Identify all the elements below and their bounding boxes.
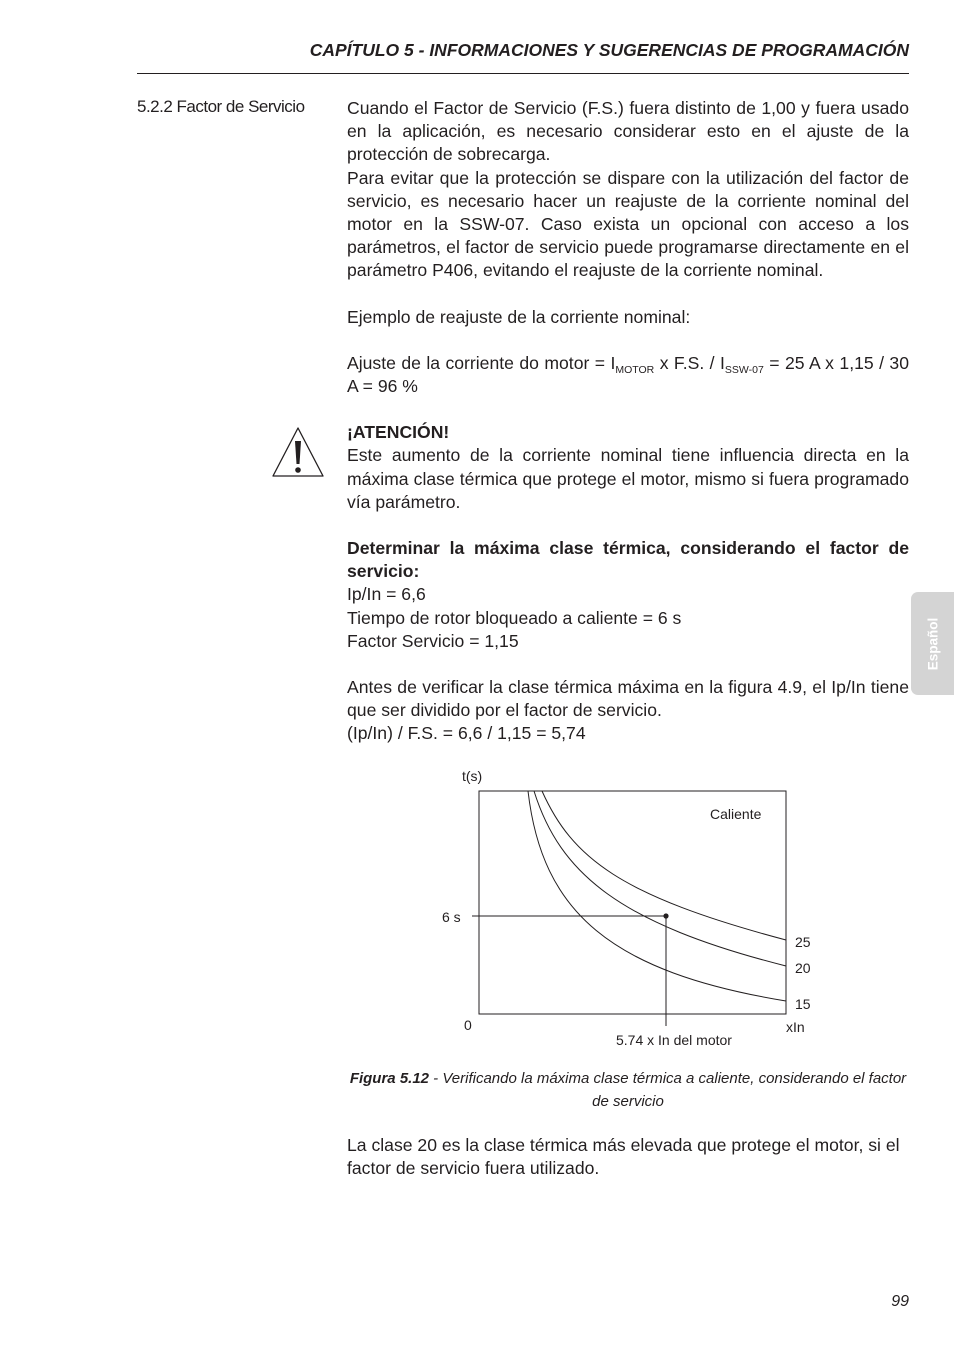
thermal-class-chart — [430, 762, 830, 1057]
series-label-20: 20 — [795, 960, 811, 976]
service-factor-value: Factor Servicio = 1,15 — [347, 630, 519, 651]
attention-text: Este aumento de la corriente nominal tiene influencia directa en la máxima clase térmica que protege el motor, mismo si fuera programado vía parámetro. — [347, 445, 909, 512]
attention-title: ¡ATENCIÓN! — [347, 422, 450, 443]
formula-subscript-ssw07: SSW-07 — [724, 363, 764, 376]
before-verify-text: Antes de verificar la clase térmica máxima en la figura 4.9, el Ip/In tiene que ser dividido por el factor de servicio. — [347, 677, 909, 721]
closing-section — [347, 1134, 909, 1180]
header-divider — [137, 73, 909, 74]
paragraph-intro: Cuando el Factor de Servicio (F.S.) fuera distinto de 1,00 y fuera usado en la aplicación, es necesario considerar esto en el ajuste de la protección de sobrecarga. — [347, 98, 909, 165]
language-tab[interactable] — [911, 592, 954, 695]
closing-paragraph: La clase 20 es la clase térmica más elevada que protege el motor, si el factor de servicio fuera utilizado. — [347, 1135, 900, 1179]
annotation-caliente: Caliente — [710, 806, 762, 822]
example-intro: Ejemplo de reajuste de la corriente nominal: — [347, 306, 691, 327]
series-label-15: 15 — [795, 996, 811, 1012]
main-content — [347, 97, 909, 746]
y-marker-label: 6 s — [442, 909, 461, 925]
y-axis-label: t(s) — [462, 768, 483, 784]
figure-caption — [347, 1067, 909, 1113]
language-tab-label: Español — [925, 617, 940, 670]
curve-class-15 — [528, 791, 786, 1001]
paragraph-avoid-trip: Para evitar que la protección se dispare con la utilización del factor de servicio, es necesario hacer un reajuste de la corriente nominal del motor en la SSW-07. Caso exista un opcional con acceso a los parámetros, el factor de servicio puede programarse directamente en el parámetro P406, evitando el reajuste de la corriente nominal. — [347, 167, 909, 281]
series-label-25: 25 — [795, 934, 811, 950]
locked-rotor-time: Tiempo de rotor bloqueado a caliente = 6 s — [347, 607, 682, 628]
warning-triangle-icon — [270, 425, 326, 479]
caption-figure-number: Figura 5.12 — [349, 1070, 430, 1087]
determine-title: Determinar la máxima clase térmica, considerando el factor de servicio: — [347, 538, 909, 582]
calculation: (Ip/In) / F.S. = 6,6 / 1,15 = 5,74 — [347, 723, 586, 744]
section-title: 5.2.2 Factor de Servicio — [137, 97, 305, 116]
caption-text: - Verificando la máxima clase térmica a caliente, considerando el factor de servicio — [429, 1070, 907, 1110]
page-number: 99 — [891, 1293, 909, 1310]
x-axis-label: xIn — [786, 1019, 805, 1035]
formula-part-1: Ajuste de la corriente do motor = I — [347, 352, 616, 373]
formula-part-2: x F.S. / I — [654, 352, 725, 373]
intersection-point — [663, 913, 668, 918]
formula-subscript-motor: MOTOR — [615, 363, 655, 376]
x-marker-label: 5.74 x In del motor — [616, 1032, 732, 1048]
ipin-value: Ip/In = 6,6 — [347, 584, 426, 605]
chart-plot-area — [479, 791, 786, 1014]
origin-label: 0 — [464, 1017, 472, 1033]
formula-part-3: = 25 A x 1,15 / 30 A = 96 % — [347, 352, 909, 397]
chapter-header: CAPÍTULO 5 - INFORMACIONES Y SUGERENCIAS DE PROGRAMACIÓN — [309, 40, 909, 60]
formula — [347, 352, 909, 398]
